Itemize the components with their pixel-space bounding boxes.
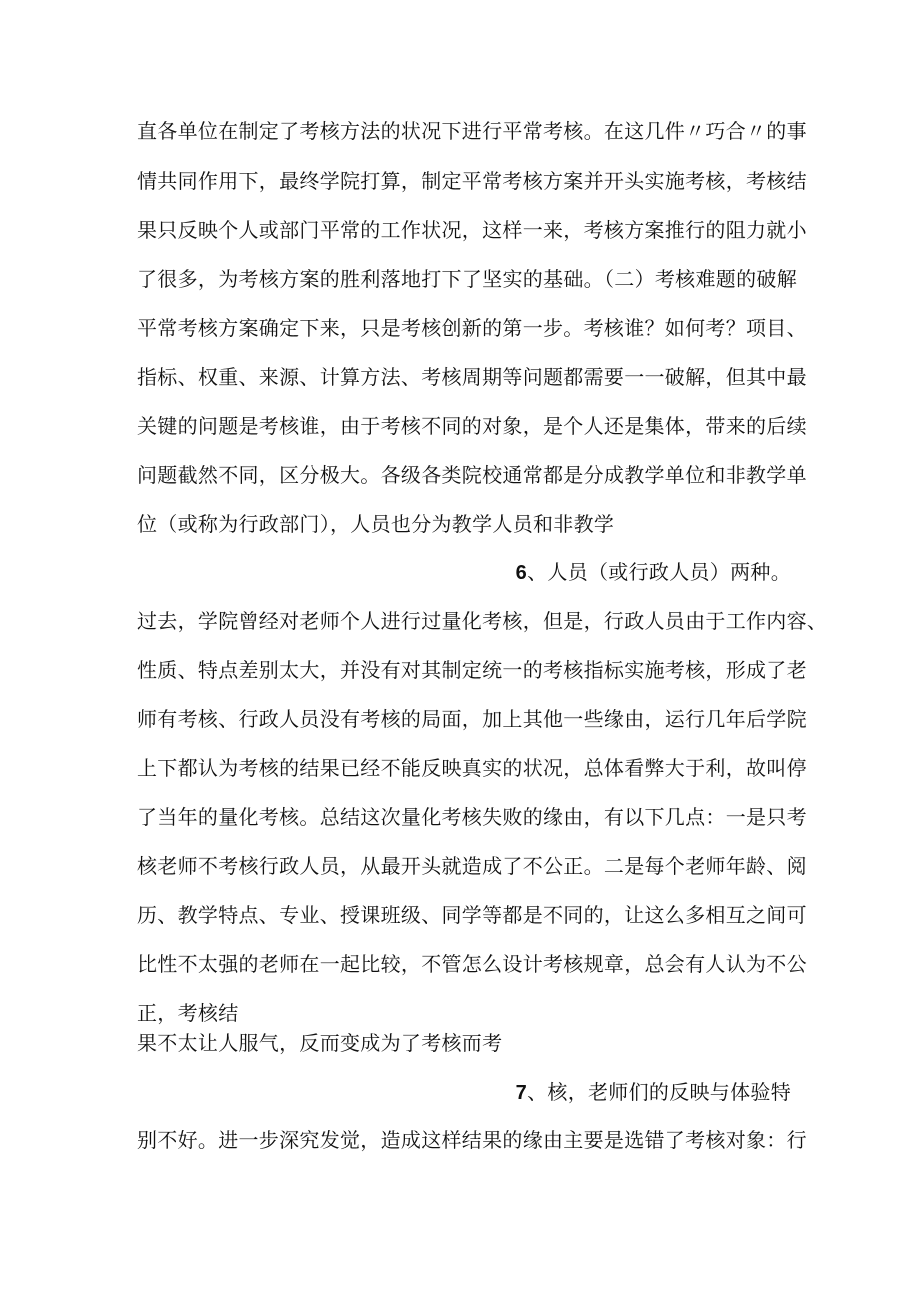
- paragraph-line: 性质、特点差别太大，并没有对其制定统一的考核指标实施考核，形成了老: [137, 658, 807, 682]
- list-item-number: 7: [515, 1082, 528, 1104]
- paragraph-line: 问题截然不同，区分极大。各级各类院校通常都是分成教学单位和非教学单: [137, 463, 807, 487]
- list-item-text: 、核，老师们的反映与体验特: [527, 1080, 791, 1104]
- paragraph-line: 直各单位在制定了考核方法的状况下进行平常考核。在这几件〃巧合〃的事: [137, 119, 807, 143]
- paragraph-line: 指标、权重、来源、计算方法、考核周期等问题都需要一一破解，但其中最: [137, 365, 807, 389]
- list-item-text: 、人员（或行政人员）两种。: [527, 560, 791, 584]
- paragraph-line: 平常考核方案确定下来，只是考核创新的第一步。考核谁？如何考？项目、: [137, 316, 807, 340]
- paragraph-line: 关键的问题是考核谁，由于考核不同的对象，是个人还是集体，带来的后续: [137, 414, 807, 438]
- paragraph-line: 比性不太强的老师在一起比较，不管怎么设计考核规章，总会有人认为不公: [137, 952, 807, 976]
- paragraph-line: 师有考核、行政人员没有考核的局面，加上其他一些缘由，运行几年后学院: [137, 707, 807, 731]
- paragraph-line: 位（或称为行政部门），人员也分为教学人员和非教学: [137, 512, 615, 536]
- paragraph-line: 历、教学特点、专业、授课班级、同学等都是不同的，让这么多相互之间可: [137, 903, 807, 927]
- paragraph-line: 了很多，为考核方案的胜利落地打下了坚实的基础。（二）考核难题的破解: [137, 267, 797, 291]
- list-item-6: [137, 558, 791, 587]
- paragraph-line: 过去，学院曾经对老师个人进行过量化考核，但是，行政人员由于工作内容、: [137, 609, 828, 633]
- list-item-7: [137, 1078, 791, 1107]
- paragraph-line: 情共同作用下，最终学院打算，制定平常考核方案并开头实施考核，考核结: [137, 169, 807, 193]
- paragraph-line: 果只反映个人或部门平常的工作状况，这样一来，考核方案推行的阻力就小: [137, 218, 807, 242]
- paragraph-line: 果不太让人服气，反而变成为了考核而考: [137, 1031, 503, 1055]
- paragraph-line: 上下都认为考核的结果已经不能反映真实的状况，总体看弊大于利，故叫停: [137, 756, 807, 780]
- paragraph-line: 别不好。进一步深究发觉，造成这样结果的缘由主要是选错了考核对象：行: [137, 1128, 807, 1152]
- list-item-number: 6: [515, 562, 528, 584]
- paragraph-line: 核老师不考核行政人员，从最开头就造成了不公正。二是每个老师年龄、阅: [137, 854, 807, 878]
- paragraph-line: 了当年的量化考核。总结这次量化考核失败的缘由，有以下几点：一是只考: [137, 805, 807, 829]
- paragraph-line: 正，考核结: [137, 1001, 239, 1025]
